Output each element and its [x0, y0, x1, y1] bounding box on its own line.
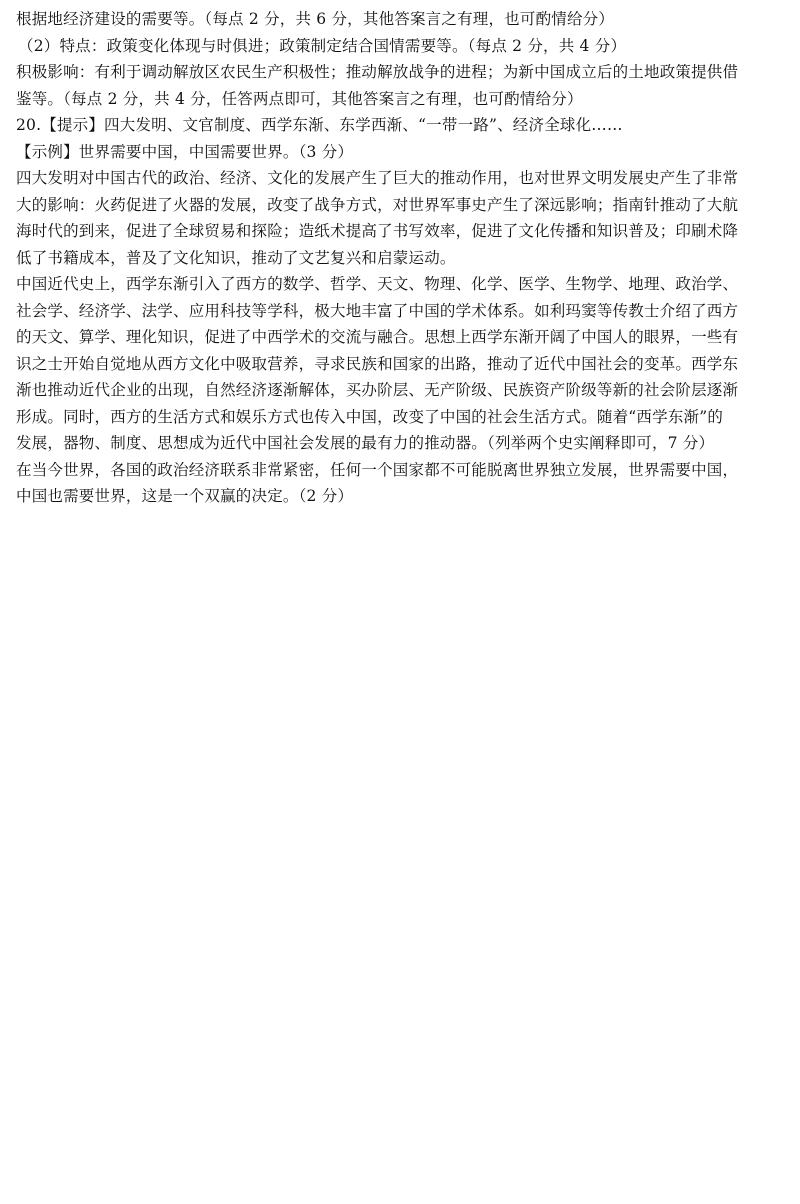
- paragraph-policy-features: [16, 33, 786, 60]
- paragraph-four-inventions: [16, 165, 786, 271]
- paragraph-scoring-note: [16, 6, 786, 33]
- text-line: 大的影响：火药促进了火器的发展，改变了战争方式，对世界军事史产生了深远影响；指南针推动了大航: [16, 195, 739, 214]
- text-line: 社会学、经济学、法学、应用科技等学科，极大地丰富了中国的学术体系。如利玛窦等传教士介绍了西方: [16, 301, 739, 320]
- text-line: 鉴等。（每点 2 分，共 4 分，任答两点即可，其他答案言之有理，也可酌情给分）: [16, 89, 583, 108]
- text-line: 发展，器物、制度、思想成为近代中国社会发展的最有力的推动器。（列举两个史实阐释即可，7 分）: [16, 434, 715, 452]
- text-line: 中国近代史上，西学东渐引入了西方的数学、哲学、天文、物理、化学、医学、生物学、地理、政治学、: [16, 275, 739, 293]
- text-line: 识之士开始自觉地从西方文化中吸取营养，寻求民族和国家的出路，推动了近代中国社会的变革。西学东: [16, 354, 739, 373]
- paragraph-conclusion: [16, 457, 786, 510]
- paragraph-positive-impact: [16, 59, 786, 112]
- text-line: 20.【提示】四大发明、文官制度、西学东渐、东学西渐、“一带一路”、经济全球化……: [16, 116, 623, 134]
- text-line: 渐也推动近代企业的出现，自然经济逐渐解体，买办阶层、无产阶级、民族资产阶级等新的社会阶层逐渐: [16, 381, 739, 399]
- text-line: 在当今世界，各国的政治经济联系非常紧密，任何一个国家都不可能脱离世界独立发展，世界需要中国，: [16, 460, 739, 479]
- text-line: 的天文、算学、理化知识，促进了中西学术的交流与融合。思想上西学东渐开阔了中国人的眼界，一些有: [16, 328, 739, 346]
- text-line: 根据地经济建设的需要等。（每点 2 分，共 6 分，其他答案言之有理，也可酌情给分）: [16, 10, 615, 28]
- text-line: 四大发明对中国古代的政治、经济、文化的发展产生了巨大的推动作用，也对世界文明发展史产生了非常: [16, 169, 739, 187]
- paragraph-example-thesis: [16, 139, 786, 166]
- text-line: 形成。同时，西方的生活方式和娱乐方式也传入中国，改变了中国的社会生活方式。随着“西学东渐”的: [16, 407, 724, 426]
- answer-document: [16, 6, 786, 510]
- text-line: 海时代的到来，促进了全球贸易和探险；造纸术提高了书写效率，促进了文化传播和知识普及；印刷术降: [16, 222, 739, 240]
- text-line: 【示例】世界需要中国，中国需要世界。（3 分）: [16, 142, 354, 161]
- paragraph-western-learning: [16, 271, 786, 457]
- text-line: 低了书籍成本，普及了文化知识，推动了文艺复兴和启蒙运动。: [16, 248, 456, 267]
- text-line: 中国也需要世界，这是一个双赢的决定。（2 分）: [16, 487, 354, 505]
- text-line: 积极影响：有利于调动解放区农民生产积极性；推动解放战争的进程；为新中国成立后的土地政策提供借: [16, 63, 739, 81]
- text-line: （2）特点：政策变化体现与时俱进；政策制定结合国情需要等。（每点 2 分，共 4 分）: [18, 36, 627, 55]
- paragraph-question-20-hint: [16, 112, 786, 139]
